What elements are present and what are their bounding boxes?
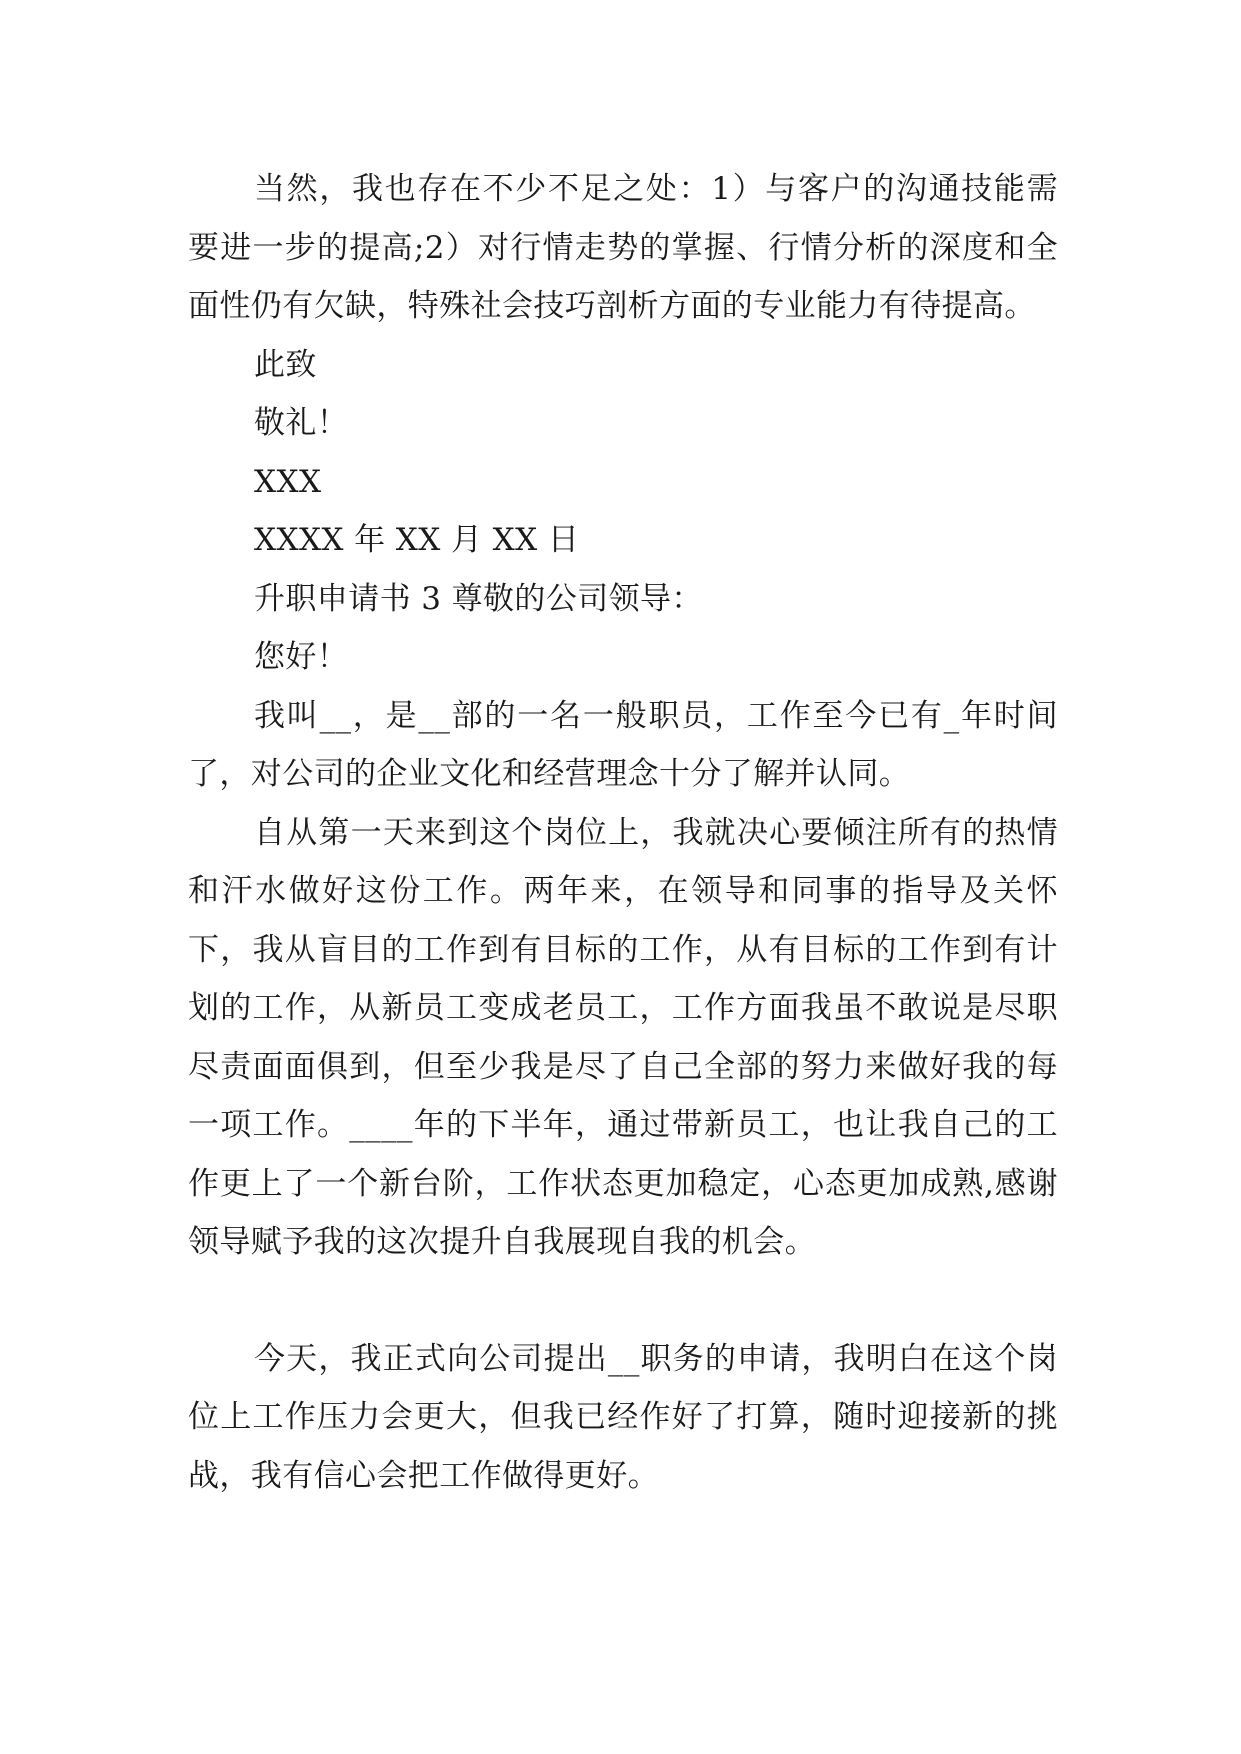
- closing-salutation: 此致: [254, 346, 317, 383]
- greeting: 您好！: [254, 639, 349, 675]
- paragraph-shortcomings: 当然，我也存在不少不足之处：1）与客户的沟通技能需要进一步的提高;2）对行情走势的掌握、行情分析的深度和全面性仍有欠缺，特殊社会技巧剖析方面的专业能力有待提高。: [188, 171, 1058, 324]
- paragraph-spacer: [188, 1272, 1058, 1330]
- signature-name: XXX: [254, 463, 322, 500]
- paragraph-application: 今天，我正式向公司提出__职务的申请，我明白在这个岗位上工作压力会更大，但我已经作好了打算，随时迎接新的挑战，我有信心会把工作做得更好。: [188, 1340, 1058, 1494]
- paragraph-introduction: 我叫__，是__部的一名一般职员，工作至今已有_年时间了，对公司的企业文化和经营理念十分了解并认同。: [188, 697, 1058, 792]
- paragraph-experience: 自从第一天来到这个岗位上，我就决心要倾注所有的热情和汗水做好这份工作。两年来，在领导和同事的指导及关怀下，我从盲目的工作到有目标的工作，从有目标的工作到有计划的工作，从新员工变成老员工，工作方面我虽不敢说是尽职尽责面面俱到，但至少我是尽了自己全部的努力来做好我的每一项工作。____年的下半年，通过带新员工，也让我自己的工作更上了一个新台阶，工作状态更加稳定，心态更加成熟,感谢领导赋予我的这次提升自我展现自我的机会。: [188, 814, 1058, 1260]
- section-title: 升职申请书 3 尊敬的公司领导：: [254, 580, 703, 617]
- closing-respect: 敬礼！: [254, 405, 349, 441]
- document-body: [188, 160, 1058, 1505]
- signature-date: XXXX 年 XX 月 XX 日: [254, 522, 580, 558]
